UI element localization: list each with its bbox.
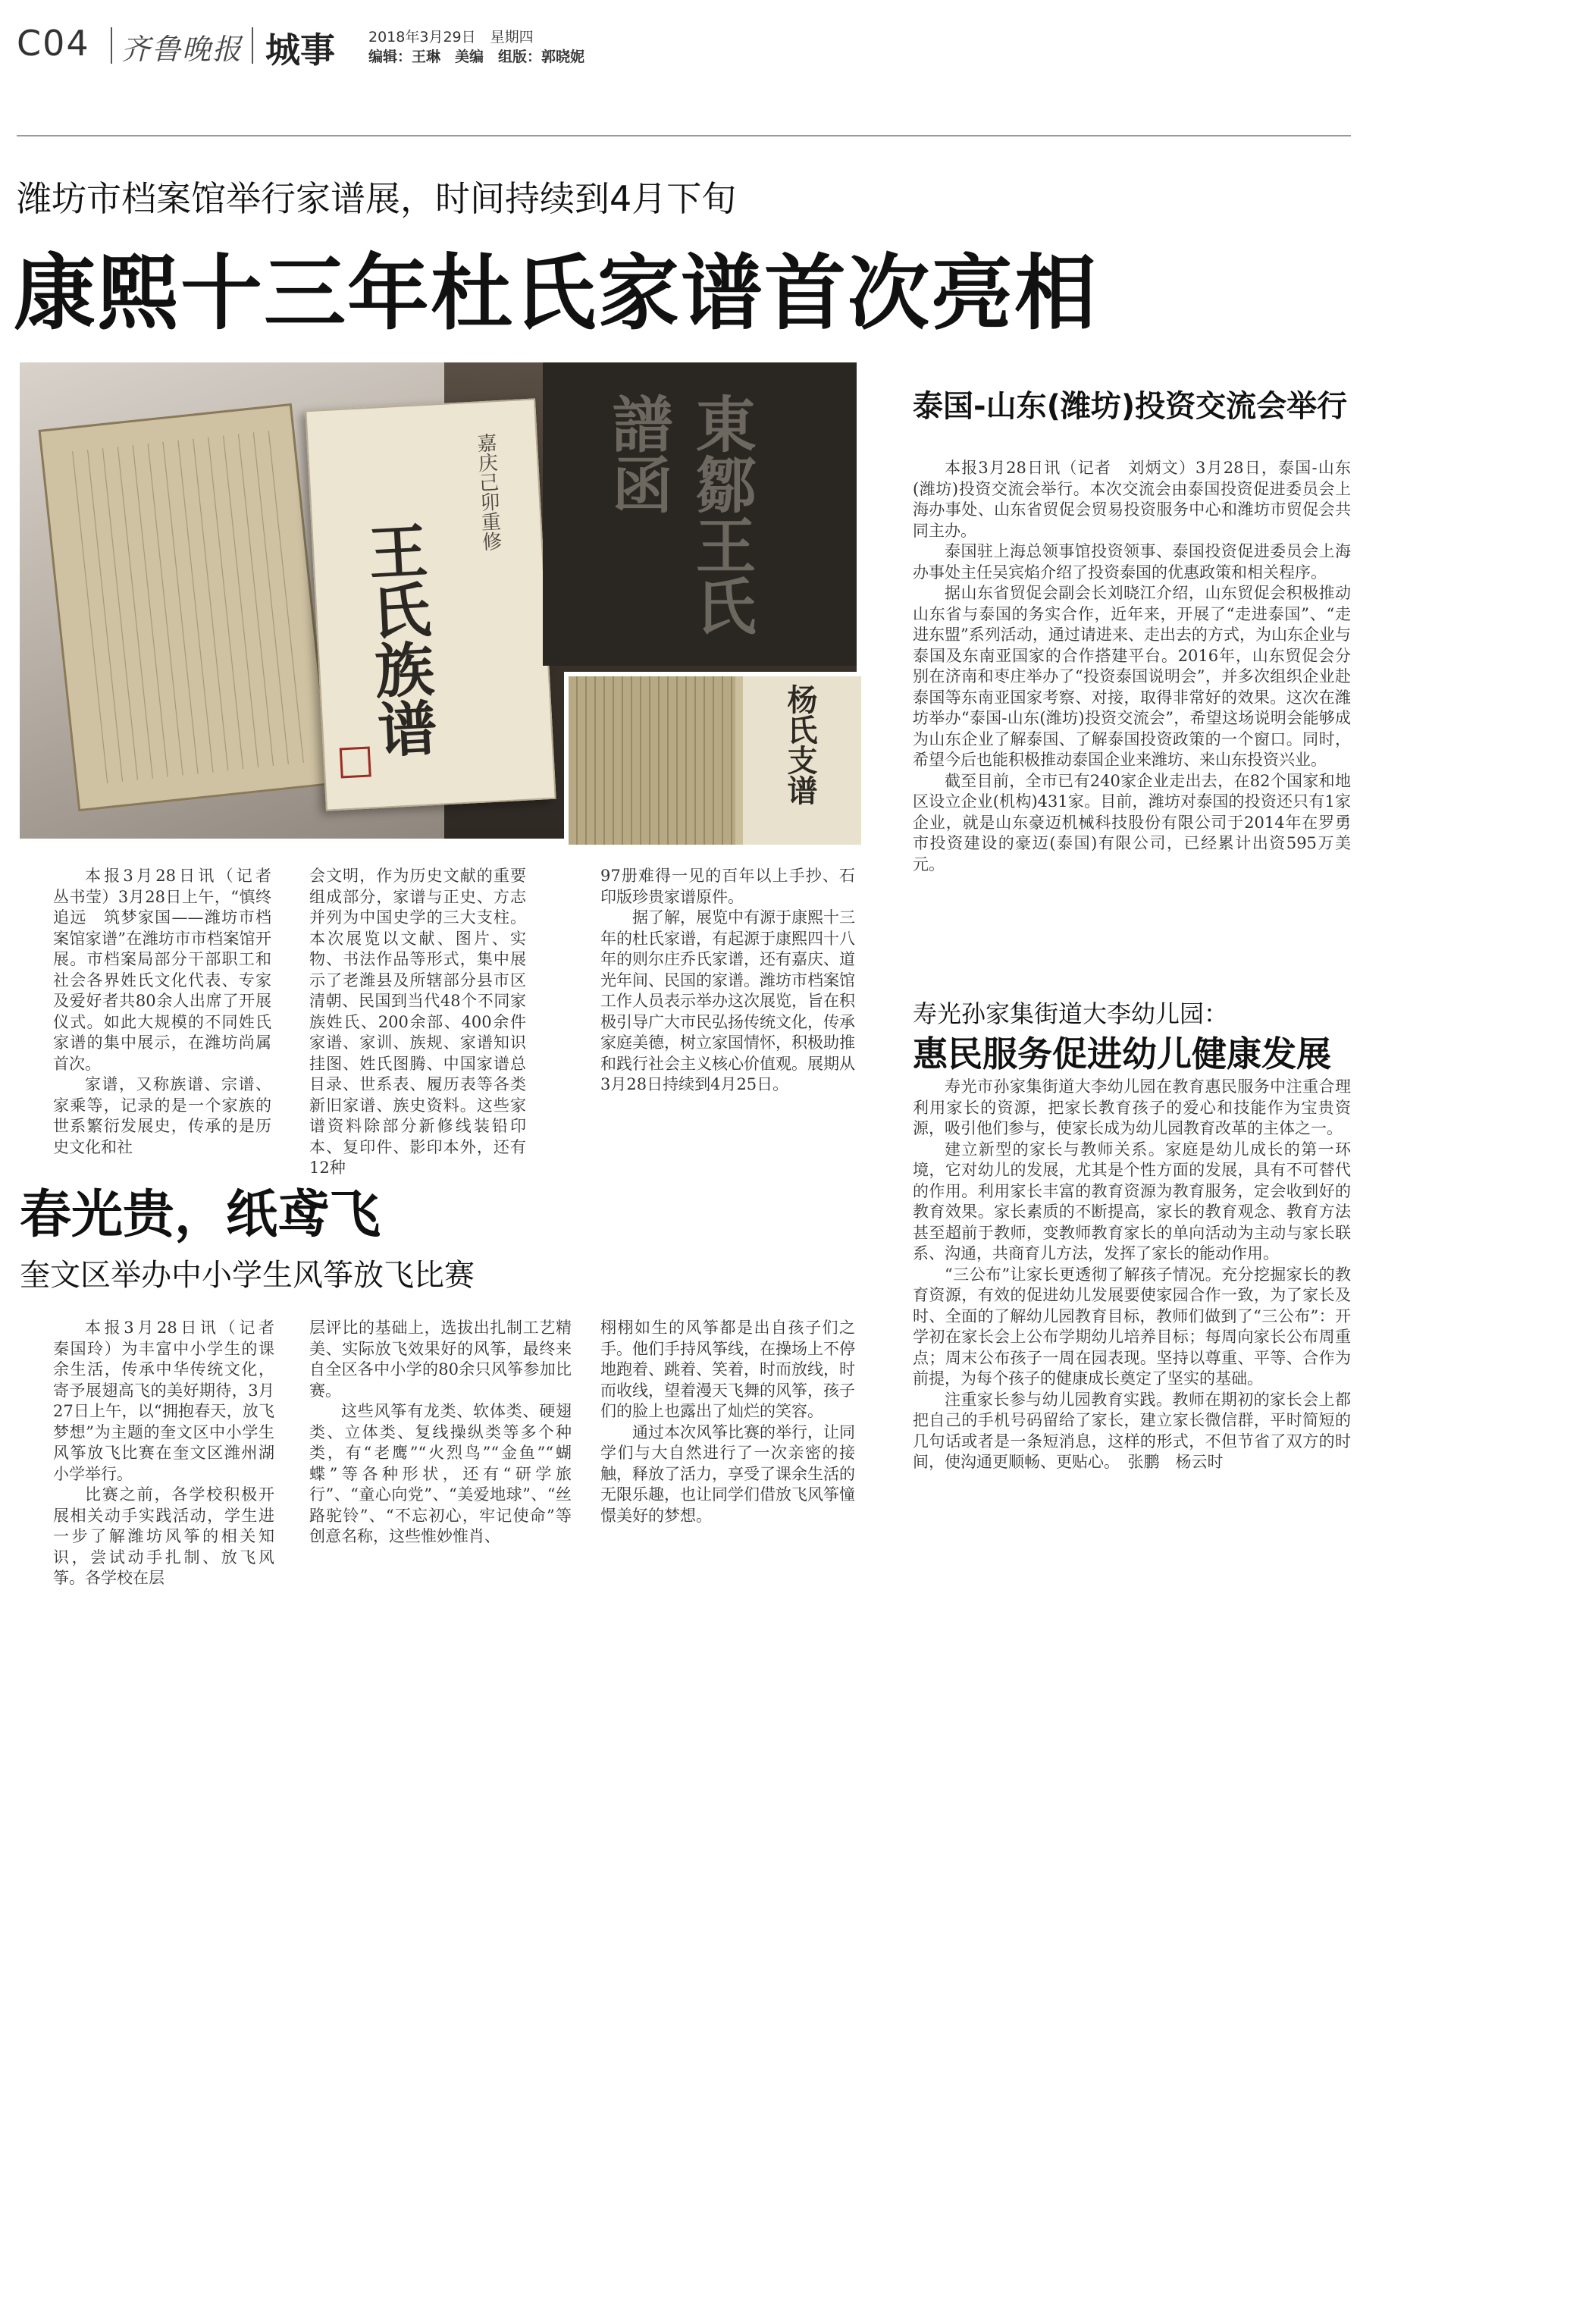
inset-open-pages xyxy=(569,676,735,845)
page-header xyxy=(0,0,1570,76)
wang-family-book xyxy=(305,398,556,811)
paragraph: 97册难得一见的百年以上手抄、石印版珍贵家谱原件。 xyxy=(600,867,855,906)
issue-date: 2018年3月29日 星期四 xyxy=(368,29,534,45)
main-article-col-1 xyxy=(53,866,287,1156)
thailand-article-body xyxy=(913,458,1351,958)
main-headline: 康熙十三年杜氏家谱首次亮相 xyxy=(14,246,1098,341)
red-seal-stamp xyxy=(340,746,371,778)
paragraph: 栩栩如生的风筝都是出自孩子们之手。他们手持风筝线，在操场上不停地跑着、跳着、笑着，时而放线，时而收线，望着漫天飞舞的风筝，孩子们的脸上也露出了灿烂的笑容。 xyxy=(600,1319,855,1420)
kindergarten-article-body xyxy=(913,1077,1351,1592)
paragraph: 本报3月28日讯（记者 丛书莹）3月28日上午，“慎终追远 筑梦家国——潍坊市档案馆家谱”在潍坊市市档案馆开展。市档案局部分干部职工和社会各界姓氏文化代表、专家及爱好者共80余人出席了开展仪式。如此大规模的不同姓氏家谱的集中展示，在潍坊尚属首次。 xyxy=(53,867,287,1073)
thailand-headline: 泰国-山东(潍坊)投资交流会举行 xyxy=(913,389,1348,424)
main-article-col-2 xyxy=(309,866,526,1177)
main-article-col-3 xyxy=(600,866,855,1124)
header-divider-2 xyxy=(252,27,253,64)
paragraph: 注重家长参与幼儿园教育实践。教师在期初的家长会上都把自己的手机号码留给了家长，建立家长微信群，平时简短的几句话或者是一条短消息，这样的形式，不但节省了双方的时间，使沟通更顺畅、更贴心。 张鹏 杨云时 xyxy=(913,1390,1351,1471)
book-case-box xyxy=(543,362,857,666)
book-title-yang: 杨氏支谱 xyxy=(782,684,818,805)
editor-credits: 编辑：王琳 美编 组版：郭晓妮 xyxy=(368,49,585,65)
book-revision-note: 嘉庆己卯重修 xyxy=(473,432,503,552)
section-name: 城事 xyxy=(265,30,335,71)
paragraph: 寿光市孙家集街道大李幼儿园在教育惠民服务中注重合理利用家长的资源，把家长教育孩子的爱心和技能作为宝贵资源，吸引他们参与，使家长成为幼儿园教育改革的主体之一。 xyxy=(913,1077,1351,1137)
header-rule xyxy=(17,135,1351,136)
paragraph: “三公布”让家长更透彻了解孩子情况。充分挖掘家长的教育资源，有效的促进幼儿发展要使家园合作一致，为了家长及时、全面的了解幼儿园教育目标，教师们做到了“三公布”：开学初在家长会上公布学期幼儿培养目标；每周向家长公布周重点；周末公布孩子一周在园表现。坚持以尊重、平等、合作为前提，为每个孩子的健康成长奠定了坚实的基础。 xyxy=(913,1265,1351,1388)
paragraph: 通过本次风筝比赛的举行，让同学们与大自然进行了一次亲密的接触，释放了活力，享受了课余生活的无限乐趣，也让同学们借放飞风筝憧憬美好的梦想。 xyxy=(600,1422,855,1525)
newspaper-logo: 齐鲁晚报 xyxy=(121,33,243,66)
paragraph: 会文明，作为历史文献的重要组成部分，家谱与正史、方志并列为中国史学的三大支柱。本次展览以文献、图片、实物、书法作品等形式，集中展示了老潍县及所辖部分县市区清朝、民国到当代48个不同家族姓氏、200余部、400余件家谱、家训、族规、家谱知识挂图、姓氏图腾、中国家谱总目录、世系表、履历表等各类新旧家谱、族史资料。这些家谱资料除部分新修线装铅印本、复印件、影印本外，还有12种 xyxy=(309,867,526,1177)
paragraph: 比赛之前，各学校积极开展相关动手实践活动，学生进一步了解潍坊风筝的相关知识，尝试动手扎制、放飞风筝。各学校在层 xyxy=(53,1485,274,1587)
kite-article-col-2 xyxy=(309,1318,572,1576)
kite-subheadline: 奎文区举办中小学生风筝放飞比赛 xyxy=(20,1258,475,1293)
kite-article-col-1 xyxy=(53,1318,290,1587)
kite-headline: 春光贵，纸鸢飞 xyxy=(20,1185,381,1245)
kindergarten-kicker: 寿光孙家集街道大李幼儿园： xyxy=(913,999,1229,1028)
header-divider-1 xyxy=(111,27,112,64)
paragraph: 层评比的基础上，选拔出扎制工艺精美、实际放飞效果好的风筝，最终来自全区各中小学的80余只风筝参加比赛。 xyxy=(309,1319,572,1400)
paragraph: 家谱，又称族谱、宗谱、家乘等，记录的是一个家族的世系繁衍发展史，传承的是历史文化和社 xyxy=(53,1075,271,1156)
yang-genealogy-inset-photo xyxy=(564,672,861,845)
book-case-title: 東鄒王氏譜函 xyxy=(602,393,757,635)
open-genealogy-book xyxy=(38,403,331,811)
kindergarten-headline: 惠民服务促进幼儿健康发展 xyxy=(913,1033,1331,1074)
book-title-wang: 王氏族谱 xyxy=(357,519,439,760)
paragraph: 据了解，展览中有源于康熙十三年的杜氏家谱，有起源于康熙四十八年的则尔庄乔氏家谱，还有嘉庆、道光年间、民国的家谱。潍坊市档案馆工作人员表示举办这次展览，旨在积极引导广大市民弘扬传统文化，传承家庭美德，树立家国情怀，积极助推和践行社会主义核心价值观。展期从3月28日持续到4月25日。 xyxy=(600,908,855,1093)
kite-article-col-3 xyxy=(600,1318,855,1576)
paragraph: 建立新型的家长与教师关系。家庭是幼儿成长的第一环境，它对幼儿的发展，尤其是个性方面的发展，具有不可替代的作用。利用家长丰富的教育资源为教育服务，定会收到好的教育效果。家长素质的不断提高，家长的教育观念、教育方法甚至超前于教师，变教师教育家长的单向活动为主动与家长联系、沟通，共商育儿方法，发挥了家长的能动作用。 xyxy=(913,1140,1351,1262)
main-kicker: 潍坊市档案馆举行家谱展，时间持续到4月下旬 xyxy=(17,178,737,219)
page-number: C04 xyxy=(17,23,90,64)
paragraph: 据山东省贸促会副会长刘晓江介绍，山东贸促会积极推动山东省与泰国的务实合作，近年来，开展了“走进泰国”、“走进东盟”系列活动，通过请进来、走出去的方式，为山东企业与泰国及东南亚国家的合作搭建平台。2016年，山东贸促会分别在济南和枣庄举办了“投资泰国说明会”，并多次组织企业赴泰国等东南亚国家考察、对接，取得非常好的效果。这次在潍坊举办“泰国-山东(潍坊)投资交流会”，希望这场说明会能够成为山东企业了解泰国、了解泰国投资政策的一个窗口。同时，希望今后也能积极推动泰国企业来潍坊、来山东投资兴业。 xyxy=(913,584,1351,769)
inset-book-cover xyxy=(743,676,861,845)
paragraph: 截至目前，全市已有240家企业走出去，在82个国家和地区设立企业(机构)431家。目前，潍坊对泰国的投资还只有1家企业，就是山东豪迈机械科技股份有限公司于2014年在罗勇市投资建设的豪迈(泰国)有限公司，已经累计出资595万美元。 xyxy=(913,771,1351,873)
paragraph: 这些风筝有龙类、软体类、硬翅类、立体类、复线操纵类等多个种类，有“老鹰”“火烈鸟”“金鱼”“蝴蝶”等各种形状，还有“研学旅行”、“童心向党”、“美爱地球”、“丝路驼铃”、“不忘初心，牢记使命”等创意名称，这些惟妙惟肖、 xyxy=(309,1402,572,1545)
paragraph: 本报3月28日讯（记者 刘炳文）3月28日，泰国-山东(潍坊)投资交流会举行。本次交流会由泰国投资促进委员会上海办事处、山东省贸促会贸易投资服务中心和潍坊市贸促会共同主办。 xyxy=(913,459,1351,540)
paragraph: 本报3月28日讯（记者 秦国玲）为丰富中小学生的课余生活，传承中华传统文化，寄予展翅高飞的美好期待，3月27日上午，以“拥抱春天，放飞梦想”为主题的奎文区中小学生风筝放飞比赛在奎文区潍州湖小学举行。 xyxy=(53,1319,290,1483)
paragraph: 泰国驻上海总领事馆投资领事、泰国投资促进委员会上海办事处主任吴宾焰介绍了投资泰国的优惠政策和相关程序。 xyxy=(913,542,1351,582)
